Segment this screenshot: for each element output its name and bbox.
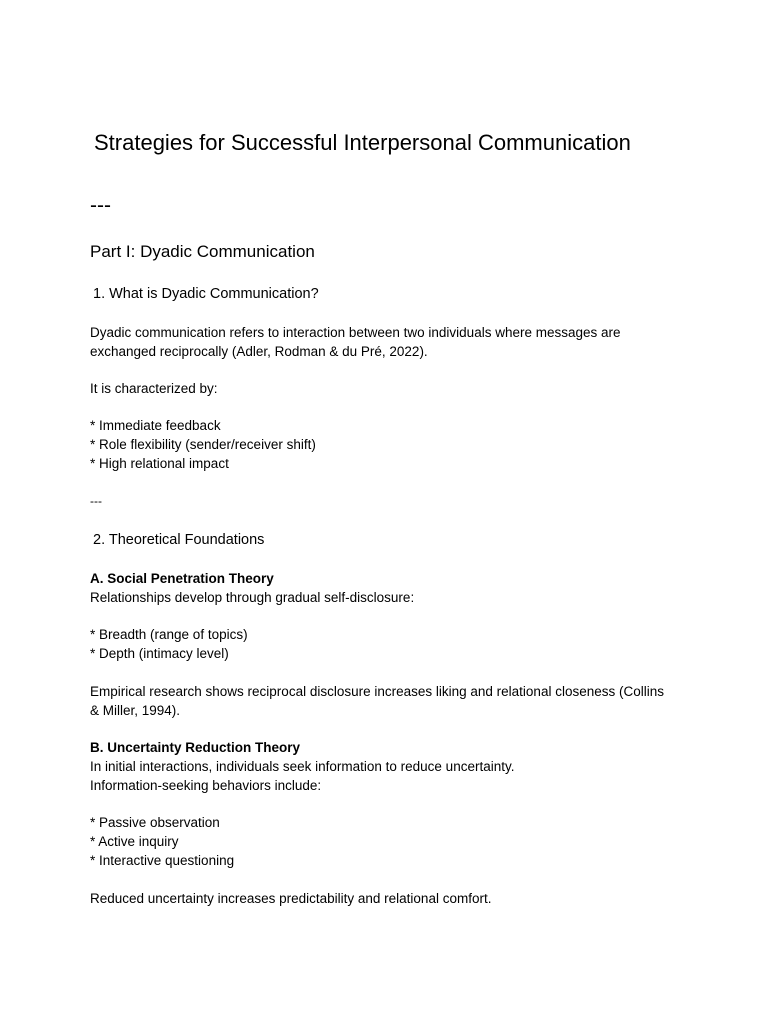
list-item: * Active inquiry (90, 834, 179, 849)
evidence-line-1: Empirical research shows reciprocal disclosure increases liking and relational closeness (Collins (90, 684, 664, 699)
evidence-line-2: & Miller, 1994). (90, 703, 181, 718)
definition-line-2: exchanged reciprocally (Adler, Rodman & du Pré, 2022). (90, 344, 428, 359)
section-separator: --- (90, 494, 102, 508)
list-item: * Role flexibility (sender/receiver shift) (90, 437, 316, 452)
list-item: * High relational impact (90, 456, 229, 471)
social-penetration-intro: Relationships develop through gradual self-disclosure: (90, 590, 415, 605)
list-item: * Passive observation (90, 815, 220, 830)
characterized-intro: It is characterized by: (90, 381, 218, 396)
subheading-social-penetration: A. Social Penetration Theory (90, 571, 274, 586)
section-separator: --- (90, 194, 111, 217)
uncertainty-conclusion: Reduced uncertainty increases predictability and relational comfort. (90, 891, 492, 906)
definition-line-1: Dyadic communication refers to interaction between two individuals where messages are (90, 325, 621, 340)
subheading-uncertainty-reduction: B. Uncertainty Reduction Theory (90, 740, 301, 755)
list-item: * Immediate feedback (90, 418, 221, 433)
part-heading: Part I: Dyadic Communication (90, 242, 315, 261)
section-heading-what-is-dyadic: 1. What is Dyadic Communication? (93, 286, 319, 302)
list-item: * Interactive questioning (90, 853, 235, 868)
uncertainty-intro-line-2: Information-seeking behaviors include: (90, 778, 322, 793)
uncertainty-intro-line-1: In initial interactions, individuals seek information to reduce uncertainty. (90, 759, 515, 774)
section-heading-theoretical-foundations: 2. Theoretical Foundations (93, 532, 265, 548)
list-item: * Breadth (range of topics) (90, 627, 248, 642)
document-title: Strategies for Successful Interpersonal Communication (94, 130, 631, 155)
list-item: * Depth (intimacy level) (90, 646, 229, 661)
